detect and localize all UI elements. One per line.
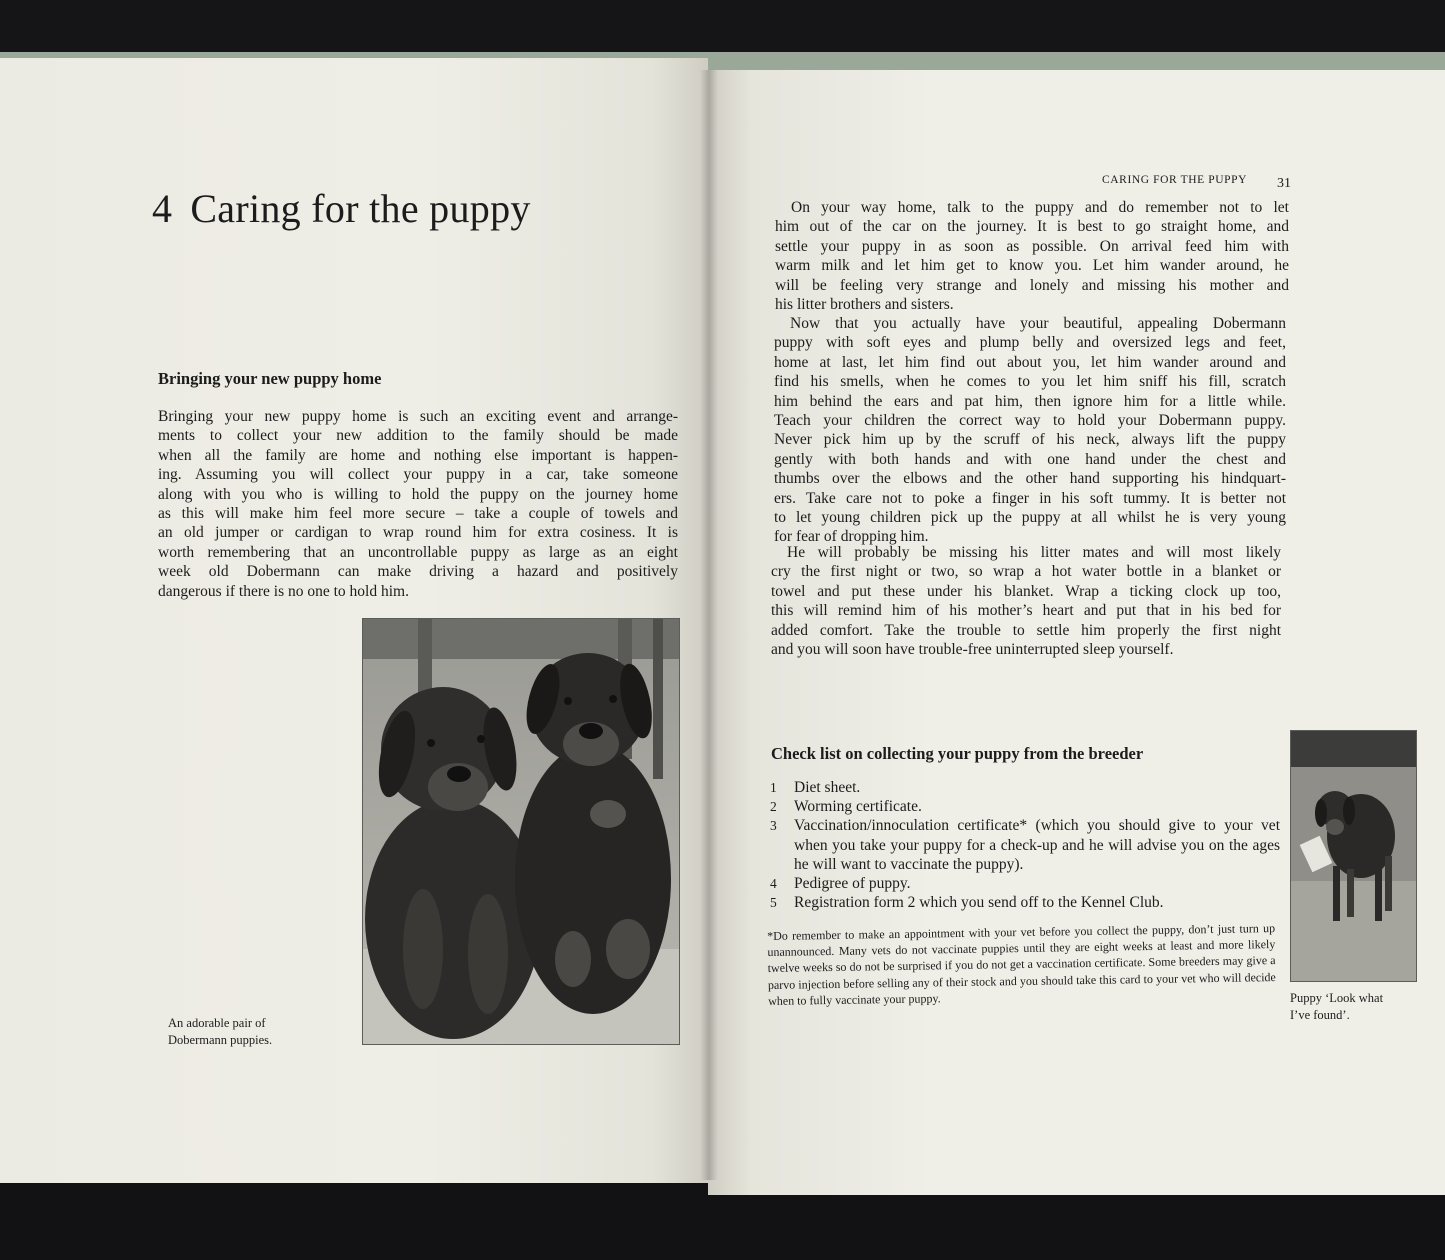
right-paragraph-3 [771, 543, 1281, 659]
checklist-number: 3 [770, 818, 777, 834]
body-line: an old jumper or cardigan to wrap round him for extra cosiness. It is [158, 524, 678, 542]
body-line: dangerous if there is no one to hold him. [158, 582, 409, 600]
caption-line: An adorable pair of [168, 1016, 266, 1030]
body-line: gently with both hands and with one hand under the chest and [774, 450, 1286, 468]
body-line: Never pick him up by the scruff of his neck, always lift the puppy [774, 431, 1286, 449]
chapter-title [152, 185, 531, 232]
body-line: ments to collect your new addition to the family should be made [158, 427, 678, 445]
left-body-paragraph [158, 407, 678, 601]
body-line: On your way home, talk to the puppy and do remember not to let [791, 199, 1289, 216]
puppies-illustration [363, 619, 679, 1044]
checklist-item [770, 778, 1280, 797]
caption-line: Puppy ‘Look what [1290, 991, 1384, 1005]
checklist-text: Diet sheet. [794, 779, 861, 796]
checklist [770, 778, 1280, 912]
body-line: when all the family are home and nothing else important is happen- [158, 446, 678, 464]
checklist-item [770, 893, 1280, 912]
checklist-number: 2 [770, 799, 777, 815]
photo-two-dobermann-puppies [362, 618, 680, 1045]
body-line: to let young children pick up the puppy at all whilst he is very young [774, 509, 1286, 527]
right-paragraph-2 [774, 314, 1286, 547]
chapter-title-text: Caring for the puppy [190, 186, 531, 231]
body-line: home at last, let him find out about you, let him wander around and [774, 353, 1286, 371]
right-paragraph-1 [775, 198, 1289, 314]
checklist-item [770, 797, 1280, 816]
body-line: Bringing your new puppy home is such an exciting event and arrange- [158, 408, 678, 425]
body-line: warm milk and let him get to know you. Let him wander around, he [775, 257, 1289, 275]
body-line: for fear of dropping him. [774, 528, 929, 546]
body-line: him behind the ears and pat him, then ignore him for a little while. [774, 392, 1286, 410]
body-line: as this will make him feel more secure – take a couple of towels and [158, 505, 678, 523]
right-photo-caption [1290, 990, 1383, 1023]
section-heading-bringing-home: Bringing your new puppy home [158, 369, 382, 388]
body-line: this will remind him of his mother’s heart and put that in his bed for [771, 602, 1281, 620]
checklist-number: 5 [770, 895, 777, 911]
checklist-text: Vaccination/innoculation certificate* (which you should give to your vet when you take your puppy for a check-up and he will advise you on the ages he will want to vaccinate the puppy). [794, 817, 1280, 873]
checklist-text: Pedigree of puppy. [794, 875, 911, 893]
body-line: find his smells, when he comes to you let him sniff his fill, scratch [774, 373, 1286, 391]
body-line: worth remembering that an uncontrollable puppy as large as an eight [158, 543, 678, 561]
body-line: and you will soon have trouble-free uninterrupted sleep yourself. [771, 641, 1174, 659]
puppy-illustration [1291, 731, 1416, 981]
body-line: ers. Take care not to poke a finger in his soft tummy. It is better not [774, 489, 1286, 507]
left-photo-caption [168, 1015, 272, 1048]
body-line: He will probably be missing his litter mates and will most likely [787, 544, 1281, 561]
body-line: thumbs over the elbows and the other hand supporting his hindquart- [774, 470, 1286, 488]
page-number: 31 [1277, 176, 1291, 191]
body-line: week old Dobermann can make driving a hazard and positively [158, 563, 678, 581]
body-line: Now that you actually have your beautiful, appealing Dobermann [790, 315, 1286, 332]
photo-puppy-with-object [1290, 730, 1417, 982]
body-line: will be feeling very strange and lonely and missing his mother and [775, 276, 1289, 294]
checklist-text: Registration form 2 which you send off to the Kennel Club. [794, 894, 1164, 912]
caption-line: Dobermann puppies. [168, 1032, 273, 1047]
body-line: towel and put these under his blanket. Wrap a ticking clock up too, [771, 582, 1281, 600]
body-line: ing. Assuming you will collect your puppy in a car, take someone [158, 466, 678, 484]
section-heading-checklist: Check list on collecting your puppy from the breeder [771, 744, 1144, 763]
caption-line: I’ve found’. [1290, 1007, 1350, 1022]
body-line: settle your puppy in as soon as possible. On arrival feed him with [775, 237, 1289, 255]
body-line: Teach your children the correct way to hold your Dobermann puppy. [774, 412, 1286, 430]
checklist-number: 1 [770, 780, 777, 795]
body-line: cry the first night or two, so wrap a hot water bottle in a blanket or [771, 563, 1281, 581]
checklist-number: 4 [770, 876, 777, 892]
book-gutter [700, 70, 718, 1180]
footnote: *Do remember to make an appointment with your vet before you collect the puppy, don’t just turn up unannounced. Many vets do not vaccinate puppies until they are eight weeks at least and more likely twelve weeks so do not be surprised if you do not get a vaccination certificate. Some breeders may give a parvo injection before selling any of their stock and you should take this card to your vet who will decide when to fully vaccinate your puppy. [767, 921, 1276, 1008]
body-line: added comfort. Take the trouble to settle him properly the first night [771, 621, 1281, 639]
body-line: along with you who is willing to hold the puppy on the journey home [158, 485, 678, 503]
body-line: him out of the car on the journey. It is best to go straight home, and [775, 218, 1289, 236]
checklist-item [770, 816, 1280, 874]
body-line: his litter brothers and sisters. [775, 296, 954, 314]
running-head: CARING FOR THE PUPPY [1102, 174, 1248, 186]
checklist-item [770, 874, 1280, 893]
checklist-text: Worming certificate. [794, 798, 922, 816]
chapter-number: 4 [152, 186, 173, 231]
body-line: puppy with soft eyes and plump belly and oversized legs and feet, [774, 334, 1286, 352]
